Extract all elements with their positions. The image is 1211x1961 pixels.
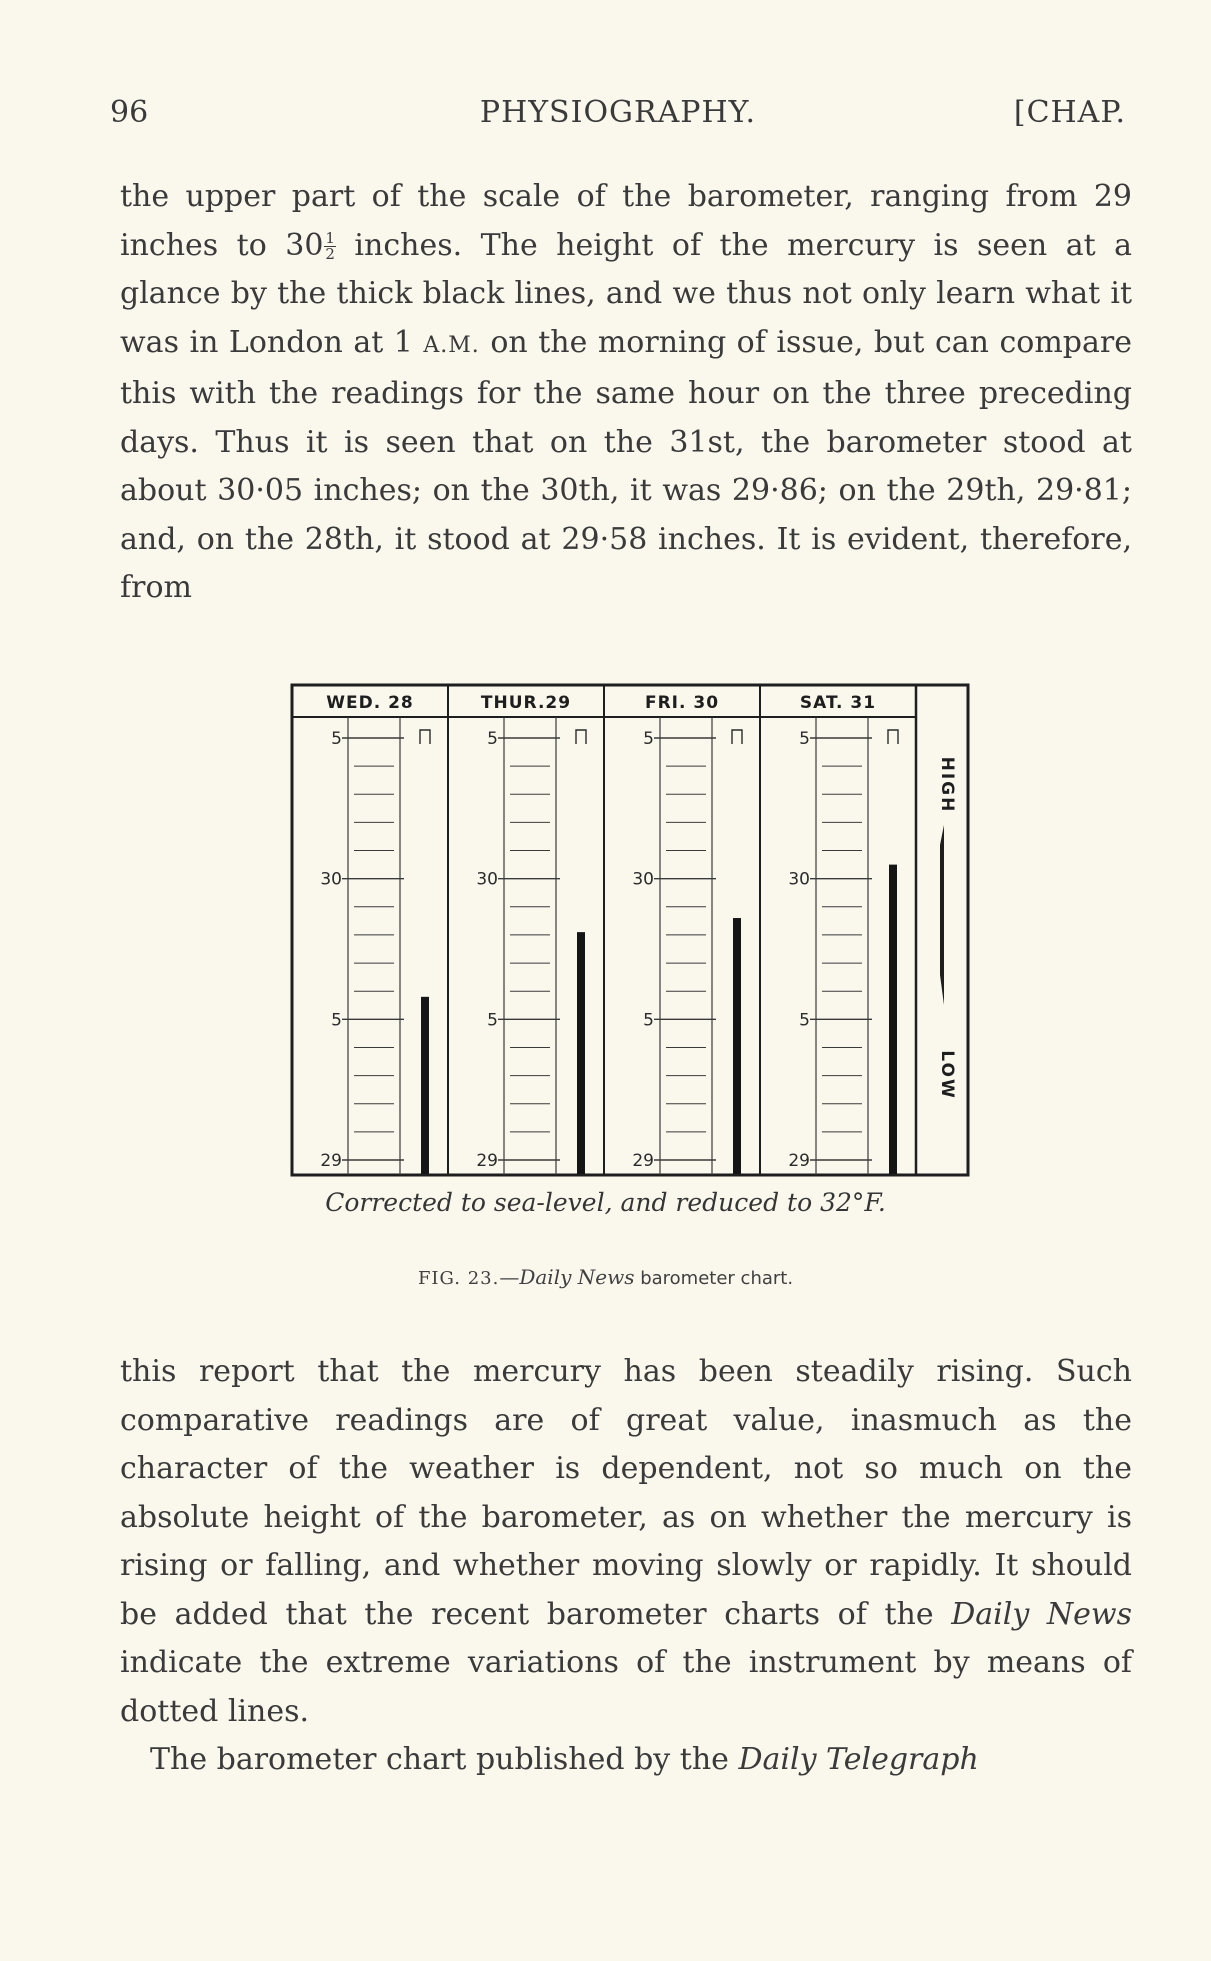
paragraph-1-text-a: the upper part of the scale of the barometer, ranging from 29 inches to 30 [120, 179, 1132, 263]
paragraph-1 [120, 173, 1132, 613]
mercury-bar-2 [577, 932, 585, 1174]
column-cap [732, 730, 742, 744]
tick-label: 5 [643, 1010, 654, 1031]
barometer-chart [290, 675, 970, 1180]
tick-label: 30 [788, 869, 810, 890]
tick-label: 30 [320, 869, 342, 890]
chart-frame [292, 685, 968, 1175]
figure-caption [0, 1265, 1211, 1289]
day-label-4: SAT. 31 [799, 693, 877, 713]
tick-label: 30 [476, 869, 498, 890]
high-label: HIGH [937, 756, 957, 814]
tick-label: 5 [487, 1010, 498, 1031]
paragraph-2-text-a: this report that the mercury has been steadily rising. Such comparative readings are of great value, inasmuch as the character of the weather is dependent, not so much on the absolute height of the barometer, as on whether the mercury is rising or falling, and whether moving slowly or rapidly. It should be added that the recent barometer charts of the [120, 1354, 1132, 1632]
running-title: PHYSIOGRAPHY. [479, 95, 757, 130]
fraction-half [324, 231, 336, 262]
tick-label: 5 [331, 1010, 342, 1031]
tick-label: 5 [799, 729, 810, 749]
column-cap [576, 730, 586, 744]
tick-label: 5 [643, 729, 654, 749]
paragraph-2-text-b: indicate the extreme variations of the instrument by means of dotted lines. [120, 1645, 1132, 1729]
chapter-marker: [CHAP. [1013, 95, 1126, 130]
paragraph-2-3 [120, 1348, 1132, 1785]
day-label-2: THUR.29 [480, 693, 572, 713]
tick-label: 5 [331, 729, 342, 749]
fraction-denominator: 2 [325, 245, 335, 263]
tick-label: 29 [476, 1151, 498, 1171]
chart-note: Corrected to sea-level, and reduced to 32°F. [325, 1188, 886, 1217]
tick-label: 29 [320, 1151, 342, 1171]
paragraph-1-text-c: on the morning of issue, but can compare this with the readings for the same hour on the three preceding days. Thus it is seen that on the 31st, the barometer stood at about 30·05 inches; on the 30th, it was 29·86; on the 29th, 29·81; and, on the 28th, it stood at 29·58 inches. It is evident, therefore, from [120, 324, 1132, 605]
page-number: 96 [110, 95, 149, 130]
tick-label: 30 [632, 869, 654, 890]
tick-label: 5 [487, 729, 498, 749]
daily-telegraph-title: Daily Telegraph [738, 1742, 979, 1777]
day-label-1: WED. 28 [326, 693, 414, 713]
running-head [110, 95, 1126, 135]
mercury-bar-3 [733, 918, 741, 1174]
daily-news-title: Daily News [951, 1596, 1132, 1632]
paragraph-1-text-b: inches. The height of the mercury is seen at a glance by the thick black lines, and we thus not only learn what it was in London at 1 [120, 227, 1132, 360]
column-cap [420, 730, 430, 744]
fraction-numerator: 1 [325, 229, 335, 247]
tick-label: 5 [799, 1010, 810, 1031]
am-abbreviation: A.M. [423, 332, 480, 358]
tick-label: 29 [632, 1151, 654, 1171]
mercury-bar-1 [421, 997, 429, 1174]
tick-label: 29 [788, 1151, 810, 1171]
paragraph-3-text: The barometer chart published by the [150, 1742, 739, 1777]
low-label: LOW [937, 1050, 957, 1100]
caption-source: Daily News [519, 1265, 635, 1289]
column-cap [888, 730, 898, 744]
caption-dash: — [499, 1265, 520, 1289]
barometer-chart-svg [290, 675, 970, 1180]
caption-text: barometer chart. [634, 1268, 794, 1289]
mercury-bar-4 [889, 865, 897, 1174]
day-label-3: FRI. 30 [644, 693, 720, 713]
trend-wedge [940, 825, 944, 1005]
figure-number: FIG. 23. [417, 1268, 500, 1289]
